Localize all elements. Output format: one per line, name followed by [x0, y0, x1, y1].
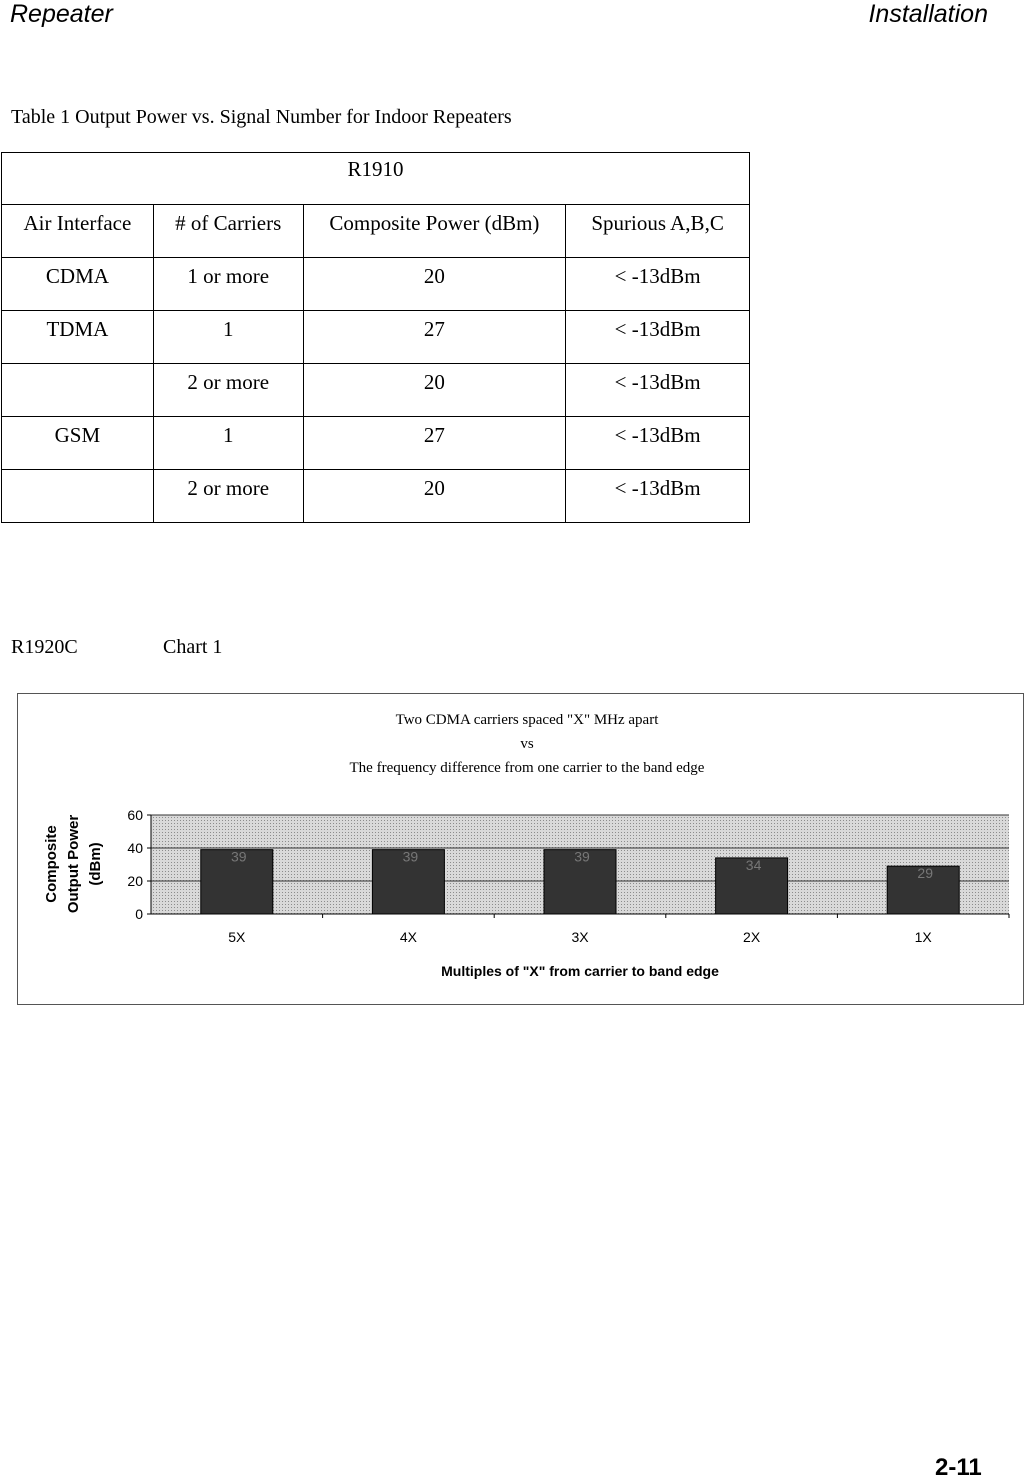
- page-number: 2-11: [935, 1454, 982, 1481]
- table-title: R1910: [2, 153, 750, 205]
- x-tick-label: 4X: [399, 929, 417, 945]
- x-tick-label: 2X: [743, 929, 761, 945]
- table-cell: TDMA: [2, 311, 154, 364]
- table-cell: 1: [153, 417, 303, 470]
- bar-chart: [18, 694, 1023, 1004]
- table-cell: 2 or more: [153, 470, 303, 523]
- chart-model-label: R1920C: [11, 636, 78, 658]
- running-header-right: Installation: [868, 0, 988, 28]
- x-tick-label: 3X: [571, 929, 589, 945]
- x-tick-label: 1X: [914, 929, 932, 945]
- table-cell: [2, 364, 154, 417]
- bar-data-label: 39: [574, 848, 590, 865]
- y-axis-label: [43, 815, 104, 913]
- x-tick-label: 5X: [228, 929, 246, 945]
- x-axis-label: Multiples of "X" from carrier to band edge: [441, 963, 719, 979]
- chart-title-line: The frequency difference from one carrier to the band edge: [349, 760, 705, 776]
- bar-data-label: 39: [231, 848, 247, 865]
- table-cell: 2 or more: [153, 364, 303, 417]
- y-axis-label-line: Composite: [43, 825, 60, 903]
- chart-number: Chart 1: [163, 636, 223, 658]
- table-cell: 1 or more: [153, 258, 303, 311]
- chart-title-line: vs: [520, 736, 534, 752]
- table-cell: 20: [303, 470, 566, 523]
- plot-area: [127, 807, 1009, 945]
- table-cell: < -13dBm: [566, 258, 750, 311]
- y-axis-label-line: (dBm): [87, 842, 104, 886]
- table-cell: CDMA: [2, 258, 154, 311]
- table-cell: 20: [303, 364, 566, 417]
- bar-data-label: 39: [402, 848, 419, 865]
- running-header-left: Repeater: [10, 0, 113, 28]
- table-cell: < -13dBm: [566, 311, 750, 364]
- y-tick-label: 0: [135, 906, 143, 922]
- column-header: Spurious A,B,C: [566, 205, 750, 258]
- column-header: Air Interface: [2, 205, 154, 258]
- y-axis-label-line: Output Power: [65, 814, 82, 914]
- output-power-table: [1, 152, 750, 523]
- y-tick-label: 20: [127, 873, 143, 889]
- chart-title: [350, 712, 705, 776]
- column-header: # of Carriers: [153, 205, 303, 258]
- table-row: [2, 364, 750, 417]
- table-cell: < -13dBm: [566, 470, 750, 523]
- table-cell: GSM: [2, 417, 154, 470]
- chart-frame: [17, 693, 1024, 1005]
- table-header-row: [2, 205, 750, 258]
- table-row: [2, 258, 750, 311]
- table-row: [2, 417, 750, 470]
- chart-title-line: Two CDMA carriers spaced "X" MHz apart: [395, 712, 659, 728]
- table-row: [2, 311, 750, 364]
- table-cell: 27: [303, 311, 566, 364]
- table-cell: < -13dBm: [566, 364, 750, 417]
- column-header: Composite Power (dBm): [303, 205, 566, 258]
- table-cell: 27: [303, 417, 566, 470]
- bar-data-label: 34: [745, 856, 762, 873]
- table-cell: [2, 470, 154, 523]
- y-tick-label: 60: [127, 807, 143, 823]
- table-caption: Table 1 Output Power vs. Signal Number for Indoor Repeaters: [11, 106, 512, 128]
- table-cell: 1: [153, 311, 303, 364]
- table-cell: 20: [303, 258, 566, 311]
- y-tick-label: 40: [127, 840, 143, 856]
- bar-data-label: 29: [917, 865, 933, 882]
- table-cell: < -13dBm: [566, 417, 750, 470]
- table-row: [2, 470, 750, 523]
